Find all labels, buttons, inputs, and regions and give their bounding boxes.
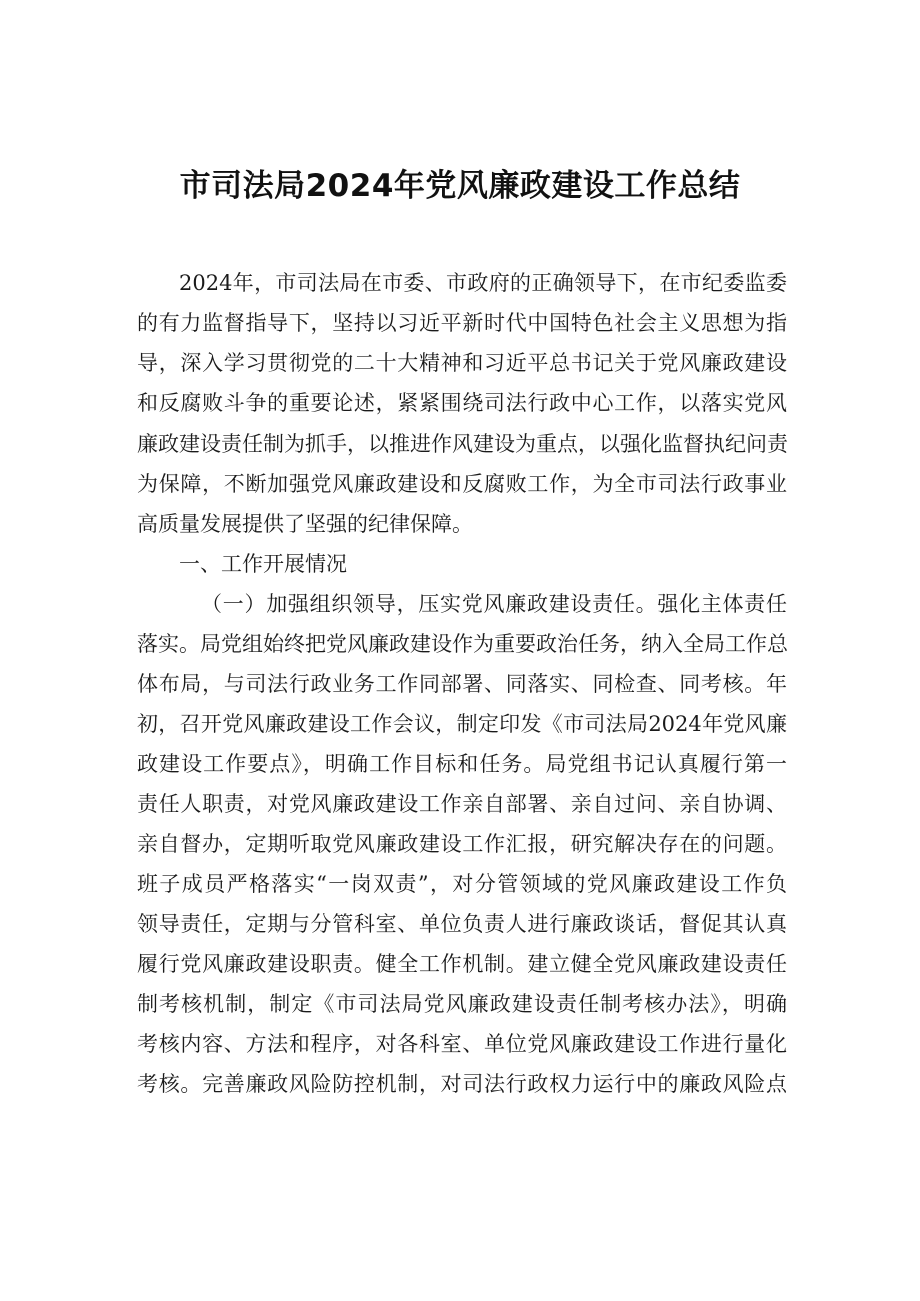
paragraph-line: 亲自督办，定期听取党风廉政建设工作汇报，研究解决存在的问题。: [137, 832, 787, 856]
paragraph-line: 为保障，不断加强党风廉政建设和反腐败工作，为全市司法行政事业: [137, 472, 787, 496]
paragraph-line: 责任人职责，对党风廉政建设工作亲自部署、亲自过问、亲自协调、: [137, 792, 787, 816]
paragraph-line: 高质量发展提供了坚强的纪律保障。: [137, 512, 473, 536]
document-title: 市司法局2024年党风廉政建设工作总结: [179, 168, 741, 204]
paragraph-line: 廉政建设责任制为抓手，以推进作风建设为重点，以强化监督执纪问责: [137, 432, 788, 456]
paragraph-line: 初，召开党风廉政建设工作会议，制定印发《市司法局2024年党风廉: [137, 712, 787, 736]
paragraph-line: 领导责任，定期与分管科室、单位负责人进行廉政谈话，督促其认真: [137, 912, 787, 936]
paragraph-line: 政建设工作要点》，明确工作目标和任务。局党组书记认真履行第一: [137, 752, 787, 776]
paragraph-line: 落实。局党组始终把党风廉政建设作为重要政治任务，纳入全局工作总: [137, 632, 788, 656]
paragraph-line: 履行党风廉政建设职责。健全工作机制。建立健全党风廉政建设责任: [137, 952, 787, 976]
paragraph-line: 考核内容、方法和程序，对各科室、单位党风廉政建设工作进行量化: [137, 1032, 787, 1056]
paragraph-line: 的有力监督指导下，坚持以习近平新时代中国特色社会主义思想为指: [137, 311, 787, 335]
paragraph-line: 2024年，市司法局在市委、市政府的正确领导下，在市纪委监委: [179, 271, 787, 295]
paragraph-line: 班子成员严格落实“一岗双责”，对分管领域的党风廉政建设工作负: [137, 872, 787, 896]
paragraph-line: 制考核机制，制定《市司法局党风廉政建设责任制考核办法》，明确: [137, 992, 787, 1016]
paragraph-line: （一）加强组织领导，压实党风廉政建设责任。强化主体责任: [201, 592, 787, 616]
paragraph-line: 考核。完善廉政风险防控机制，对司法行政权力运行中的廉政风险点: [137, 1072, 787, 1096]
paragraph-line: 导，深入学习贯彻党的二十大精神和习近平总书记关于党风廉政建设: [137, 351, 787, 375]
paragraph-line: 和反腐败斗争的重要论述，紧紧围绕司法行政中心工作，以落实党风: [137, 391, 787, 415]
paragraph-line: 体布局，与司法行政业务工作同部署、同落实、同检查、同考核。年: [137, 672, 787, 696]
section-heading: 一、工作开展情况: [179, 552, 347, 576]
